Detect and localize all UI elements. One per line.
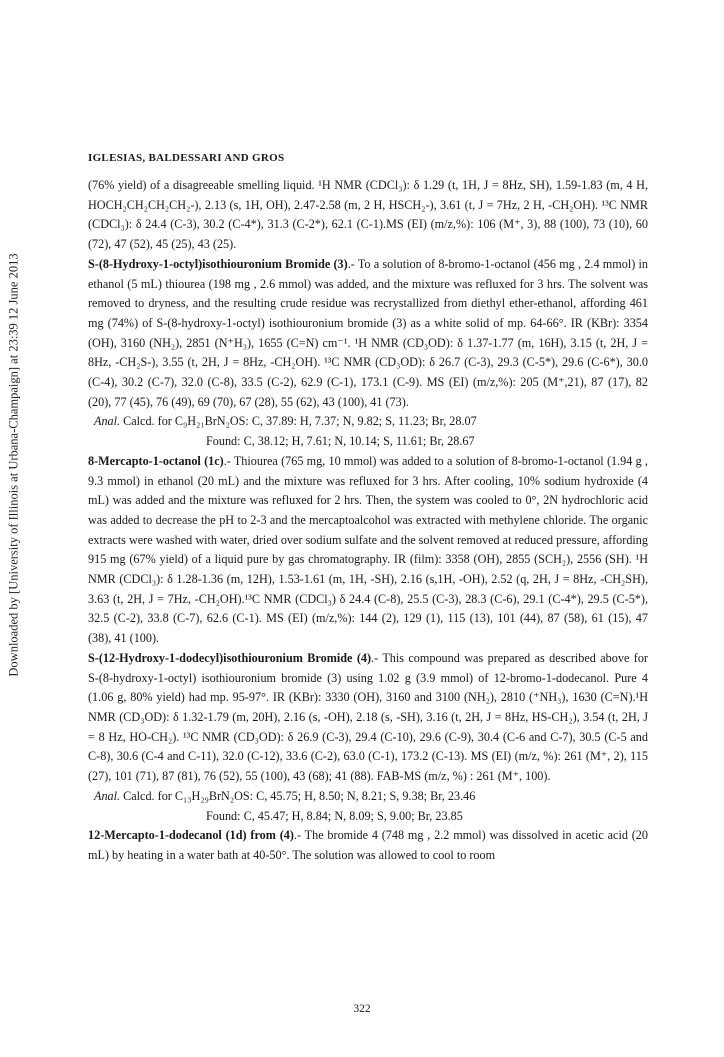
paragraph-4-text: .- This compound was prepared as described above for S-(8-hydroxy-1-octyl) isothiouronium bromide (3) using 1.02 g (3.9 mmol) of 12-bromo-1-dodecanol. Pure 4 (1.06 g, 80% yield) had mp. 95-97°. IR (KBr): 3330 (OH), 3160 and 3100 (NH₂), 2810 (⁺NH₃), 1630 (C=N).¹H NMR (CD₃OD): δ 1.32-1.79 (m, 20H), 2.16 (s, -OH), 2.18 (s, -SH), 3.16 (t, 2H, J = 8Hz, HS-CH₂), 3.54 (t, 2H, J = 8 Hz, HO-CH₂). ¹³C NMR (CD₃OD): δ 26.9 (C-3), 29.4 (C-10), 29.6 (C-9), 30.4 (C-6 and C-7), 30.5 (C-5 and C-8), 30.6 (C-4 and C-11), 32.0 (C-12), 33.6 (C-2), 63.0 (C-1), 173.2 (C-13). MS (EI) (m/z, %): 261 (M⁺, 2), 115 (27), 101 (71), 87 (81), 76 (52), 55 (100), 43 (68); 41 (88). FAB-MS (m/z, %) : 261 (M⁺, 100). <box>88 650 648 784</box>
running-header: IGLESIAS, BALDESSARI AND GROS <box>88 152 285 164</box>
paragraph-3-text: .- Thiourea (765 mg, 10 mmol) was added to a solution of 8-bromo-1-octanol (1.94 g , 9.3 mmol) in ethanol (20 mL) and the mixture was refluxed for 3 hrs. After cooling, 10% sodium hydroxide (4 mL) was added and the mixture was refluxed for 2 hrs. Then, the system was cooled to 0°, 2N hydrochloric acid was added to decrease the pH to 2-3 and the mercaptoalcohol was extracted with methylene chloride. The organic extracts were washed with water, dried over sodium sulfate and the solvent removed at reduced pressure, affording 915 mg (67% yield) of a liquid pure by gas chromatography. IR (film): 3358 (OH), 2855 (SCH₂), 2556 (SH). ¹H NMR (CDCl₃): δ 1.28-1.36 (m, 12H), 1.53-1.61 (m, 1H, -SH), 2.16 (s,1H, -OH), 2.52 (q, 2H, J = 8Hz, -CH₂SH), 3.63 (t, 2H, J = 7Hz, -CH₂OH).¹³C NMR (CDCl₃) δ 24.4 (C-8), 25.5 (C-3), 28.3 (C-6), 29.1 (C-4*), 29.5 (C-5*), 32.5 (C-2), 33.8 (C-7), 62.6 (C-1). MS (EI) (m/z,%): 144 (2), 129 (1), 115 (13), 101 (44), 87 (58), 61 (15), 47 (38), 41 (100). <box>88 453 648 646</box>
analysis-1 <box>88 412 648 432</box>
paragraph-5-text: .- The bromide 4 (748 mg , 2.2 mmol) was dissolved in acetic acid (20 mL) by heating in a water bath at 40-50°. The solution was allowed to cool to room <box>88 828 648 862</box>
compound-4-title: S-(12-Hydroxy-1-dodecyl)isothiouronium Bromide (4) <box>88 650 372 665</box>
compound-1c-title: 8-Mercapto-1-octanol (1c) <box>88 453 224 468</box>
found-2: Found: C, 45.47; H, 8.84; N, 8.09; S, 9.00; Br, 23.85 <box>206 808 463 823</box>
download-note: Downloaded by [University of Illinois at Urbana-Champaign] at 23:39 12 June 2013 <box>6 253 21 677</box>
anal-label-2: Anal. <box>94 788 121 803</box>
found-1: Found: C, 38.12; H, 7.61; N, 10.14; S, 11.61; Br, 28.67 <box>206 434 475 449</box>
analysis-2-text: Calcd. for C₁₃H₂₉BrN₂OS: C, 45.75; H, 8.50; N, 8.21; S, 9.38; Br, 23.46 <box>120 788 476 803</box>
analysis-1-text: Calcd. for C₉H₂₁BrN₂OS: C, 37.89: H, 7.37; N, 9.82; S, 11.23; Br, 28.07 <box>120 414 477 429</box>
compound-3-title: S-(8-Hydroxy-1-octyl)isothiouronium Bromide (3) <box>88 256 348 271</box>
paragraph-4 <box>88 649 648 787</box>
analysis-2 <box>88 787 648 807</box>
paragraph-5 <box>88 826 648 865</box>
anal-label-1: Anal. <box>94 414 121 429</box>
article-body <box>88 176 648 866</box>
paragraph-2-text: .- To a solution of 8-bromo-1-octanol (456 mg , 2.4 mmol) in ethanol (5 mL) thiourea (198 mg , 2.6 mmol) was added, and the mixture was refluxed for 3 hrs. The solvent was removed to dryness, and the resulting crude residue was recrystallized from diethyl ether-ethanol, affording 461 mg (74%) of S-(8-hydroxy-1-octyl) isothiouronium bromide (3) as a white solid of mp. 64-66°. IR (KBr): 3354 (OH), 3160 (NH₂), 2851 (N⁺H₃), 1655 (C=N) cm⁻¹. ¹H NMR (CD₃OD): δ 1.37-1.77 (m, 16H), 3.15 (t, 2H, J = 8Hz, -CH₂S-), 3.55 (t, 2H, J = 8Hz, -CH₂OH). ¹³C NMR (CD₃OD): δ 26.7 (C-3), 29.3 (C-5*), 29.6 (C-6*), 30.0 (C-4), 30.2 (C-7), 32.0 (C-8), 33.5 (C-2), 62.9 (C-1), 173.1 (C-9). MS (EI) (m/z,%): 205 (M⁺,21), 87 (17), 82 (20), 77 (45), 76 (49), 69 (70), 67 (28), 55 (62), 43 (100), 41 (73). <box>88 256 648 409</box>
download-watermark <box>4 205 24 725</box>
page-number: 322 <box>353 1003 371 1015</box>
paragraph-3 <box>88 452 648 649</box>
compound-1d-title: 12-Mercapto-1-dodecanol (1d) from (4) <box>88 828 294 843</box>
paragraph-2 <box>88 255 648 413</box>
paragraph-1: (76% yield) of a disagreeable smelling liquid. ¹H NMR (CDCl₃): δ 1.29 (t, 1H, J = 8Hz, SH), 1.59-1.83 (m, 4 H, HOCH₂CH₂CH₂CH₂-), 2.13 (s, 1H, OH), 2.47-2.58 (m, 2 H, HSCH₂-), 3.61 (t, J = 7Hz, 2 H, -CH₂OH). ¹³C NMR (CDCl₃): δ 24.4 (C-3), 30.2 (C-4*), 31.3 (C-2*), 62.1 (C-1).MS (EI) (m/z,%): 106 (M⁺, 3), 88 (100), 73 (10), 60 (72), 47 (52), 45 (25), 43 (25). <box>88 178 648 252</box>
